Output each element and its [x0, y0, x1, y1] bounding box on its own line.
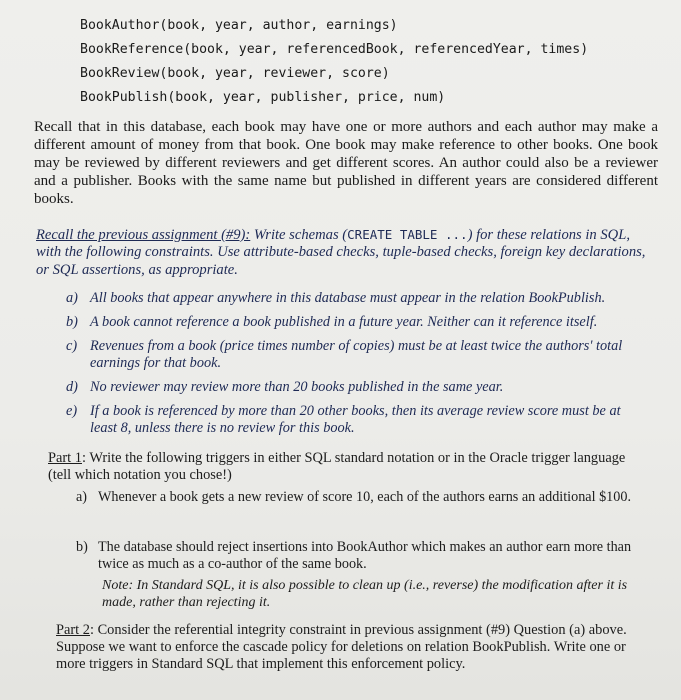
schema-book-review: BookReview(book, year, reviewer, score)	[80, 66, 390, 81]
create-table-code: CREATE TABLE ...	[347, 227, 468, 242]
constraint-a-label: a)	[66, 290, 78, 306]
part1-text: : Write the following triggers in either SQL standard notation or in the Oracle trigger language (tell which notation you chose!)	[48, 450, 626, 483]
schema-book-reference: BookReference(book, year, referencedBook, referencedYear, times)	[80, 42, 589, 57]
constraint-e	[66, 403, 656, 437]
constraint-e-text: If a book is referenced by more than 20 other books, then its average review score must be at least 8, unless there is no review for this book.	[90, 403, 621, 436]
constraint-e-label: e)	[66, 403, 78, 419]
previous-assignment-paragraph	[36, 226, 654, 279]
part1-item-a-label: a)	[76, 489, 88, 505]
part2-text: : Consider the referential integrity constraint in previous assignment (#9) Question (a) above. Suppose we want to enforce the cascade policy for deletions on relation BookPublish. Write one or more triggers in Standard SQL that implement this enforcement policy.	[56, 622, 627, 672]
part1-item-a-text: Whenever a book gets a new review of score 10, each of the authors earns an additional $100.	[98, 489, 632, 505]
constraint-b	[66, 314, 656, 331]
part2-title: Part 2	[56, 622, 90, 638]
constraint-c	[66, 338, 656, 372]
part1-paragraph	[48, 450, 648, 484]
part1-item-b-text: The database should reject insertions into BookAuthor which makes an author earn more than twice as much as a co-author of the same book.	[98, 539, 632, 572]
part2-paragraph	[56, 622, 636, 673]
constraint-b-text: A book cannot reference a book published in a future year. Neither can it reference itself.	[90, 314, 598, 330]
part1-title: Part 1	[48, 450, 82, 466]
part1-item-b	[76, 539, 646, 572]
part1-item-a	[76, 489, 646, 506]
constraint-d	[66, 379, 656, 396]
part1-note: Note: In Standard SQL, it is also possible to clean up (i.e., reverse) the modification after it is made, rather than rejecting it.	[102, 578, 628, 610]
previous-assignment-link: Recall the previous assignment (#9):	[36, 227, 251, 243]
schema-book-author: BookAuthor(book, year, author, earnings)	[80, 18, 398, 33]
previous-text-a: Write schemas (	[250, 227, 348, 243]
schema-list	[80, 14, 588, 110]
part1-item-b-label: b)	[76, 539, 88, 555]
constraint-c-label: c)	[66, 338, 78, 354]
intro-paragraph: Recall that in this database, each book may have one or more authors and each author may make a different amount of money from that book. One book may make reference to other books. One book may be reviewed by different reviewers and get different scores. An author could also be a reviewer and a publisher. Books with the same name but published in different years are considered different books.	[34, 119, 658, 207]
constraint-d-text: No reviewer may review more than 20 books published in the same year.	[90, 379, 504, 395]
constraint-a	[66, 290, 656, 307]
constraint-d-label: d)	[66, 379, 78, 395]
constraint-b-label: b)	[66, 314, 78, 330]
schema-book-publish: BookPublish(book, year, publisher, price, num)	[80, 90, 446, 105]
constraint-a-text: All books that appear anywhere in this database must appear in the relation BookPublish.	[90, 290, 606, 306]
constraint-c-text: Revenues from a book (price times number of copies) must be at least twice the authors' total earnings for that book.	[90, 338, 623, 371]
previous-text-b: ) for these relations in SQL, with the following constraints. Use attribute-based checks, tuple-based checks, foreign key declarations, or SQL assertions, as appropriate.	[36, 227, 646, 278]
